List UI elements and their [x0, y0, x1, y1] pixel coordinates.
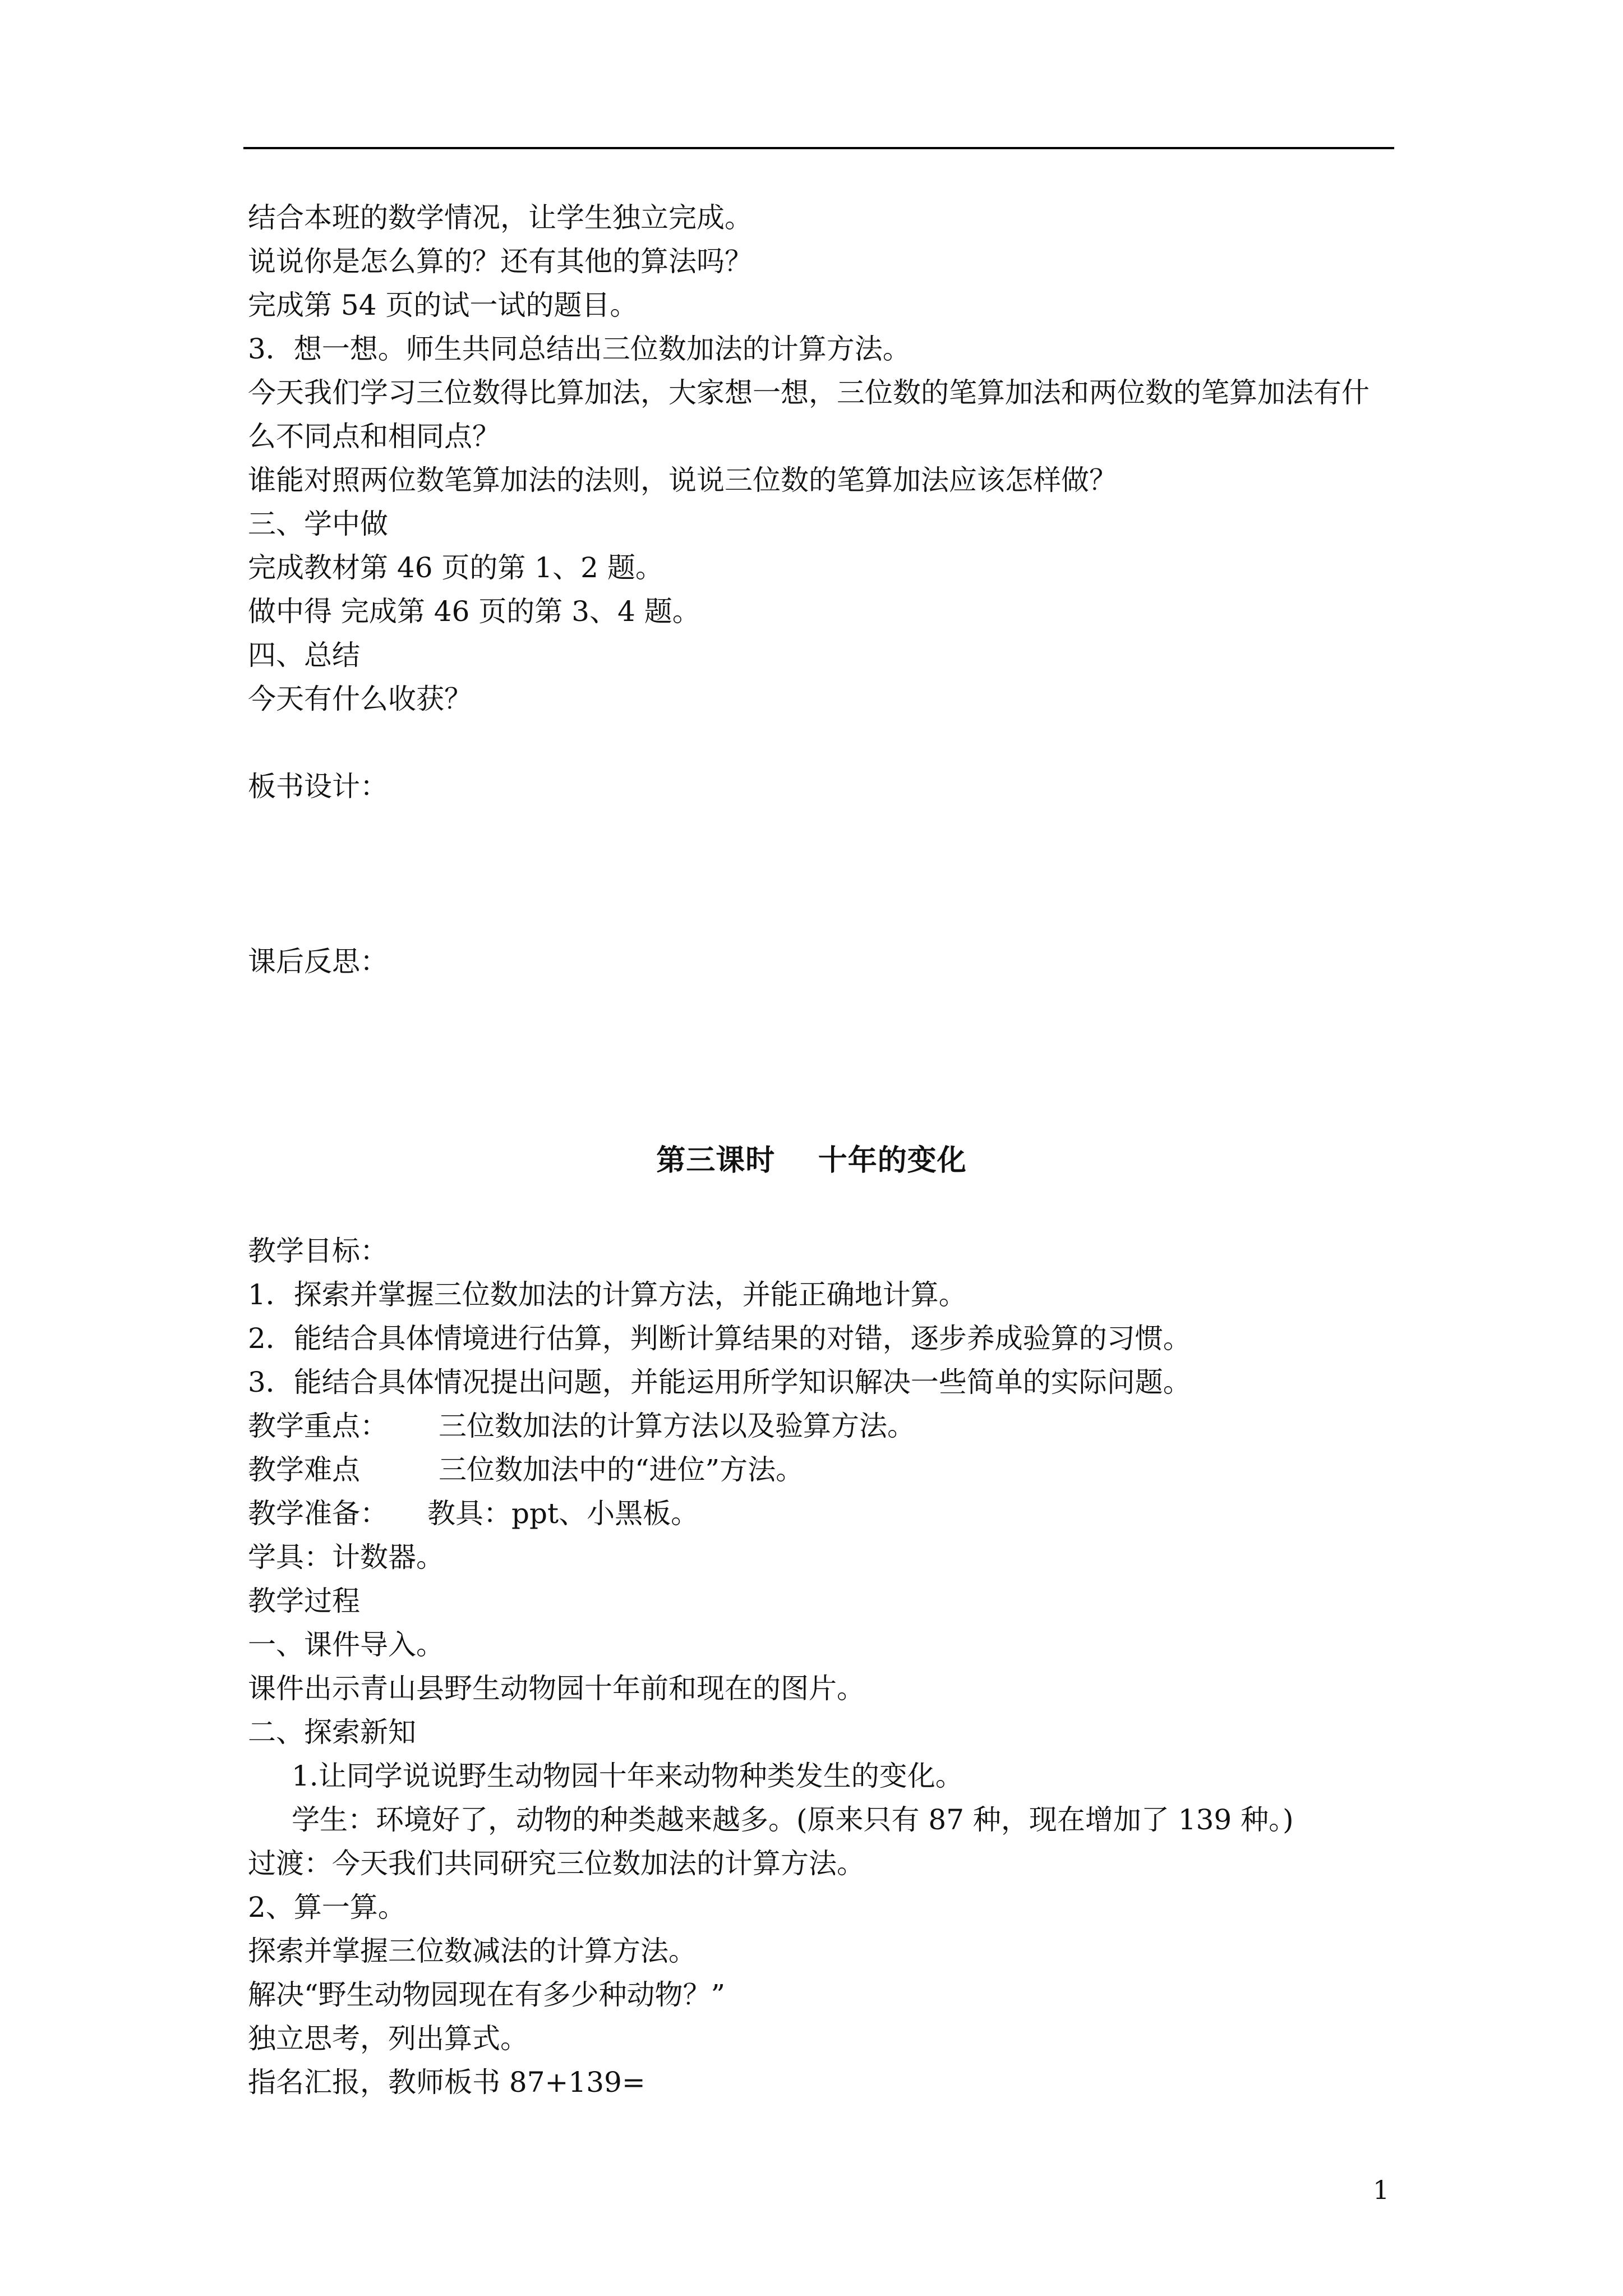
prep-label: 教学准备：	[248, 1497, 388, 1530]
think-text: 独立思考，列出算式。	[248, 2022, 528, 2055]
reflection-label: 课后反思：	[248, 945, 388, 978]
prep-text: 教具：ppt、小黑板。	[427, 1497, 699, 1530]
text-line: 3．想一想。师生共同总结出三位数加法的计算方法。	[248, 333, 911, 365]
lesson-title: 第三课时 十年的变化	[656, 1143, 967, 1177]
step1-text: 1.让同学说说野生动物园十年来动物种类发生的变化。	[292, 1760, 963, 1792]
student-tools: 学具：计数器。	[248, 1541, 444, 1573]
solve-text: 解决“野生动物园现在有多少种动物？”	[248, 1978, 726, 2011]
text-line: 做中得 完成第 46 页的第 3、4 题。	[248, 595, 700, 628]
section-heading: 四、总结	[248, 639, 360, 671]
part1-heading: 一、课件导入。	[248, 1628, 444, 1661]
page-number: 1	[1373, 2175, 1390, 2205]
key-point-line	[248, 1409, 915, 1443]
text-line: 完成教材第 46 页的第 1、2 题。	[248, 551, 663, 584]
key-point-text: 三位数加法的计算方法以及验算方法。	[439, 1410, 915, 1442]
difficulty-label: 教学难点	[248, 1453, 360, 1486]
difficulty-text: 三位数加法中的“进位”方法。	[439, 1453, 804, 1486]
objective-item: 3．能结合具体情况提出问题，并能运用所学知识解决一些简单的实际问题。	[248, 1366, 1191, 1398]
student-answer: 学生：环境好了，动物的种类越来越多。(原来只有 87 种，现在增加了 139 种。)	[292, 1803, 1294, 1836]
section-heading: 三、学中做	[248, 508, 388, 540]
board-design-label: 板书设计：	[248, 770, 388, 803]
process-heading: 教学过程	[248, 1585, 360, 1617]
step2-text: 探索并掌握三位数减法的计算方法。	[248, 1935, 697, 1967]
transition-text: 过渡：今天我们共同研究三位数加法的计算方法。	[248, 1847, 865, 1880]
text-line: 么不同点和相同点？	[248, 420, 500, 453]
objective-item: 1．探索并掌握三位数加法的计算方法，并能正确地计算。	[248, 1278, 967, 1311]
text-line: 结合本班的数学情况，让学生独立完成。	[248, 201, 753, 234]
difficulty-line	[248, 1453, 804, 1487]
preparation-line	[248, 1497, 699, 1530]
part2-heading: 二、探索新知	[248, 1716, 416, 1749]
text-line: 说说你是怎么算的？还有其他的算法吗？	[248, 245, 753, 278]
objectives-heading: 教学目标：	[248, 1235, 388, 1267]
text-line: 完成第 54 页的试一试的题目。	[248, 289, 638, 321]
key-point-label: 教学重点：	[248, 1410, 388, 1442]
text-line: 谁能对照两位数笔算加法的法则，说说三位数的笔算加法应该怎样做？	[248, 464, 1117, 496]
objective-item: 2．能结合具体情境进行估算，判断计算结果的对错，逐步养成验算的习惯。	[248, 1322, 1191, 1355]
report-text: 指名汇报，教师板书 87+139=	[248, 2066, 645, 2099]
step2-heading: 2、算一算。	[248, 1891, 406, 1924]
text-line: 今天有什么收获？	[248, 683, 472, 715]
part1-text: 课件出示青山县野生动物园十年前和现在的图片。	[248, 1672, 865, 1705]
text-line: 今天我们学习三位数得比算加法，大家想一想，三位数的笔算加法和两位数的笔算加法有什	[248, 376, 1370, 409]
header-rule	[243, 147, 1394, 149]
